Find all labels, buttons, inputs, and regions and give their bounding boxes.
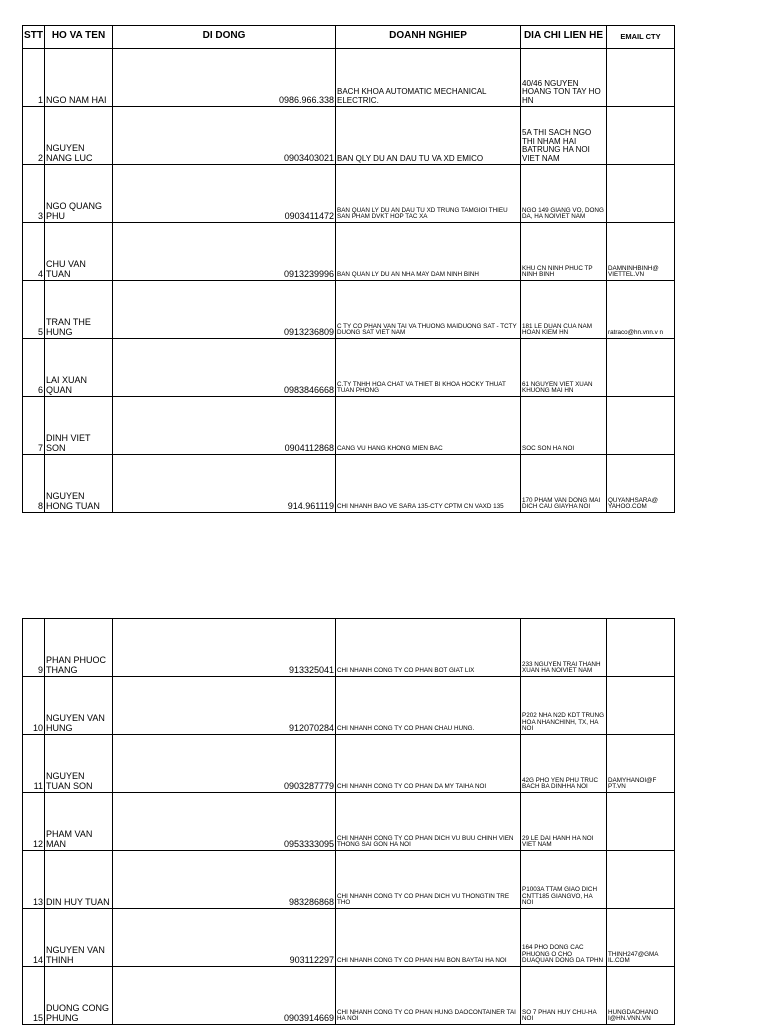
contact-address: 164 PHO DONG CAC PHUONG O CHO DUAQUAN DONG DA TPHN: [521, 909, 607, 967]
contact-name: TRAN THE HUNG: [45, 281, 113, 339]
row-number: 7: [23, 397, 45, 455]
contact-address: KHU CN NINH PHUC TP NINH BINH: [521, 223, 607, 281]
contact-address: NGO 149 GIANG VO, DONG DA, HA NOIVIET NAM: [521, 165, 607, 223]
table-row: [23, 909, 675, 967]
mobile-phone: 0903287779: [113, 735, 336, 793]
contact-name: NGUYEN HONG TUAN: [45, 455, 113, 513]
table-row: [23, 793, 675, 851]
row-number: 6: [23, 339, 45, 397]
contact-address: P1003A TTAM GIAO DICH CNTT185 GIANGVO, HA NOI: [521, 851, 607, 909]
contact-address: SOC SON HA NOI: [521, 397, 607, 455]
table-row: [23, 223, 675, 281]
header-address: DIA CHI LIEN HE: [521, 26, 607, 49]
contact-address: P202 NHA N2D KDT TRUNG HOA NHANCHINH, TX, HA NOI: [521, 677, 607, 735]
mobile-phone: 914.961119: [113, 455, 336, 513]
company-name: C.TY TNHH HOA CHAT VA THIET BI KHOA HOCKY THUAT TUAN PHONG: [336, 339, 521, 397]
header-name: HO VA TEN: [45, 26, 113, 49]
contact-address: 42G PHO YEN PHU TRUC BACH BA DINHHA NOI: [521, 735, 607, 793]
company-email: [607, 793, 675, 851]
contact-name: LAI XUAN QUAN: [45, 339, 113, 397]
mobile-phone: 0913236809: [113, 281, 336, 339]
row-number: 15: [23, 967, 45, 1025]
table-row: [23, 281, 675, 339]
contact-name: DIN HUY TUAN: [45, 851, 113, 909]
contact-name: NGUYEN NANG LUC: [45, 107, 113, 165]
mobile-phone: 0983846668: [113, 339, 336, 397]
mobile-phone: 0986.966.338: [113, 49, 336, 107]
company-email: ratraco@hn.vnn.v n: [607, 281, 675, 339]
contact-address: 233 NGUYEN TRAI THANH XUAN HA NOIVIET NAM: [521, 619, 607, 677]
company-email: [607, 397, 675, 455]
contact-address: 29 LE DAI HANH HA NOI VIET NAM: [521, 793, 607, 851]
table-row: [23, 107, 675, 165]
contact-address: 170 PHAM VAN DONG MAI DICH CAU GIAYHA NOI: [521, 455, 607, 513]
header-row: [23, 26, 675, 49]
row-number: 3: [23, 165, 45, 223]
company-email: DAMNINHBINH@ VIETTEL.VN: [607, 223, 675, 281]
company-name: C TY CO PHAN VAN TAI VA THUONG MAIDUONG SAT - TCTY DUONG SAT VIET NAM: [336, 281, 521, 339]
contact-address: 40/46 NGUYEN HOANG TON TAY HO HN: [521, 49, 607, 107]
company-name: CANG VU HANG KHONG MIEN BAC: [336, 397, 521, 455]
company-email: QUYANHSARA@ YAHOO.COM: [607, 455, 675, 513]
mobile-phone: 912070284: [113, 677, 336, 735]
mobile-phone: 0953333095: [113, 793, 336, 851]
row-number: 12: [23, 793, 45, 851]
mobile-phone: 0903403021: [113, 107, 336, 165]
company-email: DAMYHANOI@F PT.VN: [607, 735, 675, 793]
table-row: [23, 677, 675, 735]
table-row: [23, 735, 675, 793]
header-stt: STT: [23, 26, 45, 49]
row-number: 2: [23, 107, 45, 165]
contact-address: 181 LE DUAN CUA NAM HOAN KIEM HN: [521, 281, 607, 339]
table-row: [23, 165, 675, 223]
contact-name: DUONG CONG PHUNG: [45, 967, 113, 1025]
company-email: [607, 339, 675, 397]
contact-name: PHAM VAN MAN: [45, 793, 113, 851]
company-email: [607, 107, 675, 165]
contact-name: CHU VAN TUAN: [45, 223, 113, 281]
table-row: [23, 619, 675, 677]
contact-address: 5A THI SACH NGO THI NHAM HAI BATRUNG HA NOI VIET NAM: [521, 107, 607, 165]
mobile-phone: 903112297: [113, 909, 336, 967]
company-name: BAN QLY DU AN DAU TU VA XD EMICO: [336, 107, 521, 165]
table-row: [23, 339, 675, 397]
table-row: [23, 967, 675, 1025]
company-name: CHI NHANH BAO VE SARA 135-CTY CPTM CN VAXD 135: [336, 455, 521, 513]
company-email: [607, 165, 675, 223]
contact-name: NGUYEN VAN THINH: [45, 909, 113, 967]
row-number: 1: [23, 49, 45, 107]
mobile-phone: 0903914669: [113, 967, 336, 1025]
mobile-phone: 0903411472: [113, 165, 336, 223]
contact-name: NGO QUANG PHU: [45, 165, 113, 223]
company-name: CHI NHANH CONG TY CO PHAN DA MY TAIHA NOI: [336, 735, 521, 793]
mobile-phone: 0913239996: [113, 223, 336, 281]
row-number: 5: [23, 281, 45, 339]
mobile-phone: 983286868: [113, 851, 336, 909]
contact-name: NGUYEN VAN HUNG: [45, 677, 113, 735]
contact-name: NGUYEN TUAN SON: [45, 735, 113, 793]
company-name: CHI NHANH CONG TY CO PHAN DICH VU THONGTIN TRE THO: [336, 851, 521, 909]
company-name: CHI NHANH CONG TY CO PHAN BOT GIAT LIX: [336, 619, 521, 677]
header-email: EMAIL CTY: [607, 26, 675, 49]
company-email: [607, 619, 675, 677]
row-number: 14: [23, 909, 45, 967]
mobile-phone: 913325041: [113, 619, 336, 677]
row-number: 9: [23, 619, 45, 677]
table-row: [23, 455, 675, 513]
table-row: [23, 397, 675, 455]
company-name: BAN QUAN LY DU AN NHA MAY DAM NINH BINH: [336, 223, 521, 281]
company-name: BAN QUAN LY DU AN DAU TU XD TRUNG TAMGIOI THIEU SAN PHAM DVKT HOP TAC XA: [336, 165, 521, 223]
company-name: CHI NHANH CONG TY CO PHAN HUNG DAOCONTAINER TAI HA NOI: [336, 967, 521, 1025]
contact-address: 61 NGUYEN VIET XUAN KHUONG MAI HN: [521, 339, 607, 397]
row-number: 4: [23, 223, 45, 281]
row-number: 13: [23, 851, 45, 909]
table-row: [23, 49, 675, 107]
company-name: CHI NHANH CONG TY CO PHAN DICH VU BUU CHINH VIEN THONG SAI GON HA NOI: [336, 793, 521, 851]
contact-name: PHAN PHUOC THANG: [45, 619, 113, 677]
company-email: [607, 851, 675, 909]
row-number: 8: [23, 455, 45, 513]
contacts-table-2: [22, 618, 675, 1025]
row-number: 10: [23, 677, 45, 735]
company-name: CHI NHANH CONG TY CO PHAN CHAU HUNG.: [336, 677, 521, 735]
row-number: 11: [23, 735, 45, 793]
company-email: [607, 49, 675, 107]
contact-name: DINH VIET SON: [45, 397, 113, 455]
table-row: [23, 851, 675, 909]
header-phone: DI DONG: [113, 26, 336, 49]
contacts-table-1: [22, 25, 675, 513]
company-email: [607, 677, 675, 735]
header-company: DOANH NGHIEP: [336, 26, 521, 49]
mobile-phone: 0904112868: [113, 397, 336, 455]
company-email: HUNGDAOHANO I@HN.VNN.VN: [607, 967, 675, 1025]
contact-address: SO 7 PHAN HUY CHU-HA NOI: [521, 967, 607, 1025]
company-name: BACH KHOA AUTOMATIC MECHANICAL ELECTRIC.: [336, 49, 521, 107]
contact-name: NGO NAM HAI: [45, 49, 113, 107]
company-email: THINH247@GMA IL.COM: [607, 909, 675, 967]
company-name: CHI NHANH CONG TY CO PHAN HAI BON BAYTAI HA NOI: [336, 909, 521, 967]
